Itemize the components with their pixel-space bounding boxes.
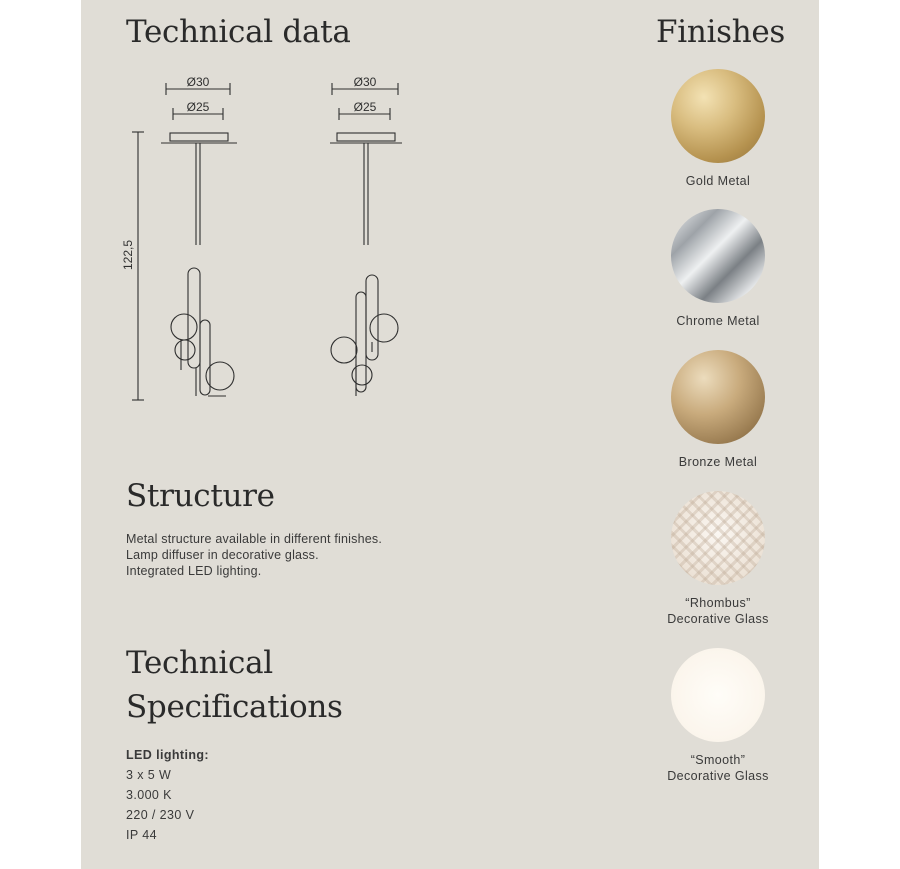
left-inner-diameter-label: Ø25 <box>186 100 210 114</box>
finish-label <box>643 595 793 627</box>
right-inner-diameter-label: Ø25 <box>353 100 377 114</box>
finish-label <box>643 752 793 784</box>
spec-item: 3.000 K <box>126 788 172 802</box>
finish-label-line: Decorative Glass <box>667 612 769 626</box>
structure-line: Lamp diffuser in decorative glass. <box>126 548 319 562</box>
finish-bronze <box>643 350 793 470</box>
finish-rhombus-glass <box>643 491 793 627</box>
technical-data-heading: Technical data <box>126 14 351 50</box>
spec-item: IP 44 <box>126 828 157 842</box>
gold-swatch <box>671 69 765 163</box>
right-lamp-drawing <box>330 133 402 396</box>
chrome-swatch <box>671 209 765 303</box>
finish-chrome <box>643 209 793 329</box>
finish-label: Gold Metal <box>685 174 751 188</box>
finish-label-line: “Rhombus” <box>685 596 751 610</box>
technical-drawing <box>110 70 410 410</box>
left-outer-diameter-label: Ø30 <box>186 75 210 89</box>
finish-smooth-glass <box>643 648 793 784</box>
height-label: 122,5 <box>121 239 135 270</box>
smooth-glass-swatch <box>671 648 765 742</box>
finish-label: Bronze Metal <box>678 455 758 469</box>
bronze-swatch <box>671 350 765 444</box>
specs-list <box>126 745 209 845</box>
finish-label: Chrome Metal <box>676 314 760 328</box>
spec-item: 220 / 230 V <box>126 808 195 822</box>
technical-specifications-line-1: Technical <box>126 645 273 681</box>
rhombus-glass-swatch <box>671 491 765 585</box>
structure-heading: Structure <box>126 478 275 514</box>
technical-specifications-line-2: Specifications <box>126 689 343 725</box>
structure-description <box>126 531 382 579</box>
technical-specifications-heading <box>126 645 343 733</box>
left-lamp-drawing <box>161 133 237 396</box>
finish-gold <box>643 69 793 189</box>
finish-label-line: “Smooth” <box>690 753 746 767</box>
specs-heading: LED lighting: <box>126 748 209 762</box>
finish-label-line: Decorative Glass <box>667 769 769 783</box>
structure-line: Metal structure available in different finishes. <box>126 532 383 546</box>
spec-item: 3 x 5 W <box>126 768 172 782</box>
right-outer-diameter-label: Ø30 <box>353 75 377 89</box>
finishes-heading: Finishes <box>656 14 786 50</box>
structure-line: Integrated LED lighting. <box>126 564 262 578</box>
